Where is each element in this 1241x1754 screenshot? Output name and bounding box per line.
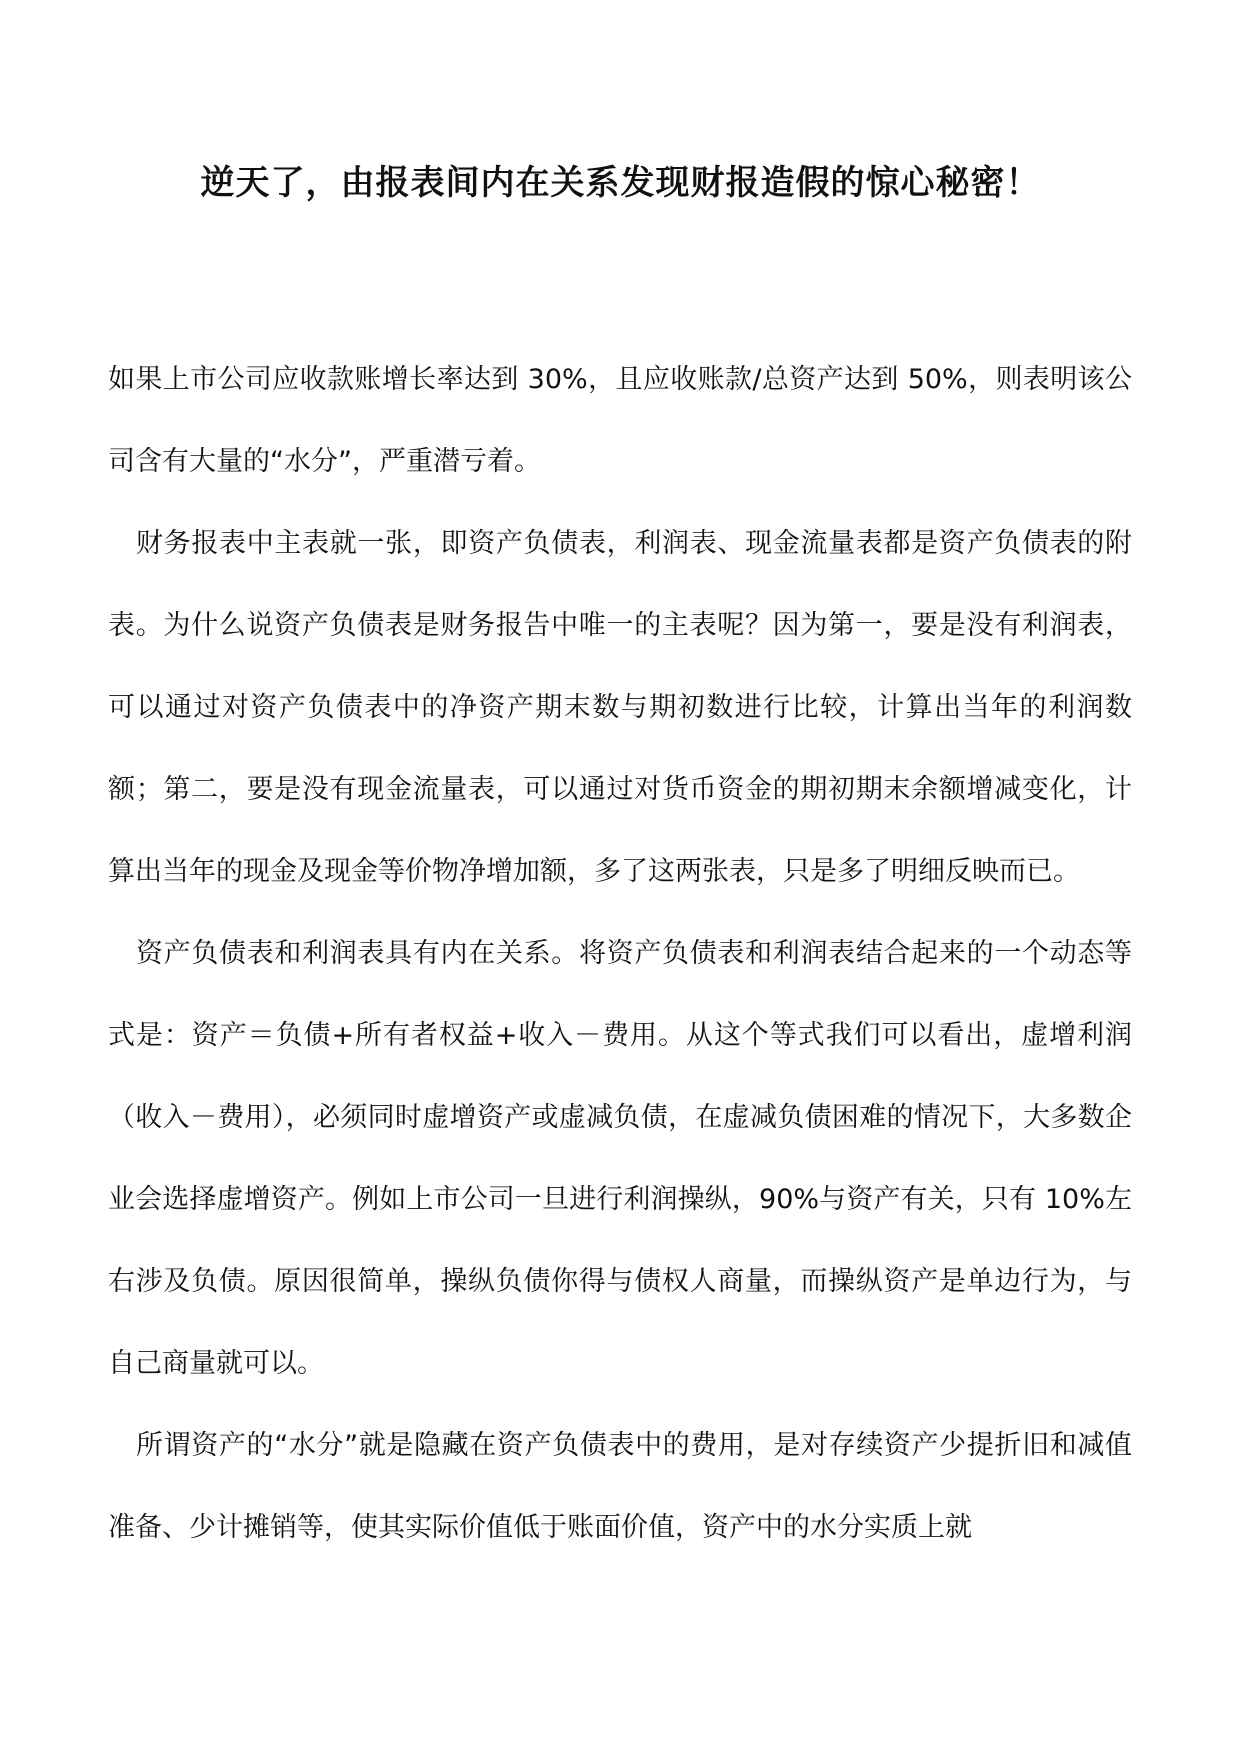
paragraph-3: 资产负债表和利润表具有内在关系。将资产负债表和利润表结合起来的一个动态等式是：资产＝负债+所有者权益+收入－费用。从这个等式我们可以看出，虚增利润（收入－费用），必须同时虚增资产或虚减负债，在虚减负债困难的情况下，大多数企业会选择虚增资产。例如上市公司一旦进行利润操纵，90%与资产有关，只有 10%左右涉及负债。原因很简单，操纵负债你得与债权人商量，而操纵资产是单边行为，与自己商量就可以。 — [108, 938, 1132, 1379]
document-body — [108, 339, 1132, 1569]
paragraph-4: 所谓资产的“水分”就是隐藏在资产负债表中的费用，是对存续资产少提折旧和减值准备、少计摊销等，使其实际价值低于账面价值，资产中的水分实质上就 — [108, 1430, 1132, 1543]
paragraph-1: 如果上市公司应收款账增长率达到 30%，且应收账款/总资产达到 50%，则表明该公司含有大量的“水分”，严重潜亏着。 — [108, 364, 1132, 477]
paragraph-2: 财务报表中主表就一张，即资产负债表，利润表、现金流量表都是资产负债表的附表。为什么说资产负债表是财务报告中唯一的主表呢？因为第一，要是没有利润表，可以通过对资产负债表中的净资产期末数与期初数进行比较，计算出当年的利润数额；第二，要是没有现金流量表，可以通过对货币资金的期初期末余额增减变化，计算出当年的现金及现金等价物净增加额，多了这两张表，只是多了明细反映而已。 — [108, 528, 1132, 887]
document-title: 逆天了，由报表间内在关系发现财报造假的惊心秘密！ — [200, 163, 1041, 203]
